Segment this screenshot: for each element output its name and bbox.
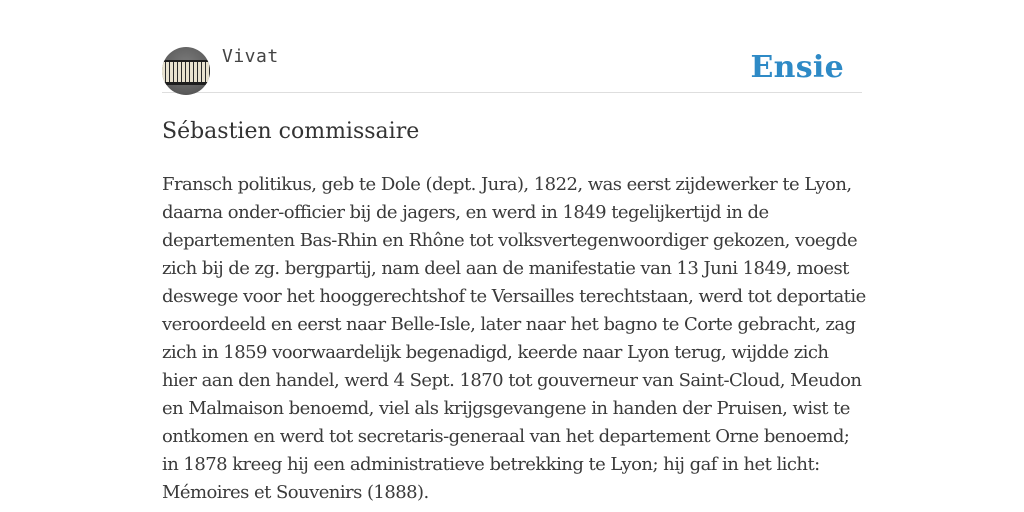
avatar-shelf-bottom xyxy=(162,82,210,85)
brand-logo[interactable]: Ensie xyxy=(750,50,844,85)
article-body: Fransch politikus, geb te Dole (dept. Jura), 1822, was eerst zijdewerker te Lyon, daarna onder-officier bij de jagers, en werd in 1849 tegelijkertijd in de departementen Bas-Rhin en Rhône tot volksvertegenwoordiger gekozen, voegde zich bij de zg. bergpartij, nam deel aan de manifestatie van 13 Juni 1849, moest deswege voor het hooggerechtshof te Versailles terechtstaan, werd tot deportatie veroordeeld en eerst naar Belle-Isle, later naar het bagno te Corte gebracht, zag zich in 1859 voorwaardelijk begenadigd, keerde naar Lyon terug, wijdde zich hier aan den handel, werd 4 Sept. 1870 tot gouverneur van Saint-Cloud, Meudon en Malmaison benoemd, viel als krijgsgevangene in handen der Pruisen, wist te ontkomen en werd tot secretaris-generaal van het departement Orne benoemd; in 1878 kreeg hij een administratieve betrekking te Lyon; hij gaf in het licht: Mémoires et Souvenirs (1888). xyxy=(162,174,866,503)
header xyxy=(162,0,862,93)
article-title: Sébastien commissaire xyxy=(162,119,420,144)
avatar-books-image xyxy=(162,62,210,82)
page-container xyxy=(162,0,866,507)
author-avatar[interactable] xyxy=(162,47,210,95)
author-name[interactable]: Vivat xyxy=(222,46,279,67)
